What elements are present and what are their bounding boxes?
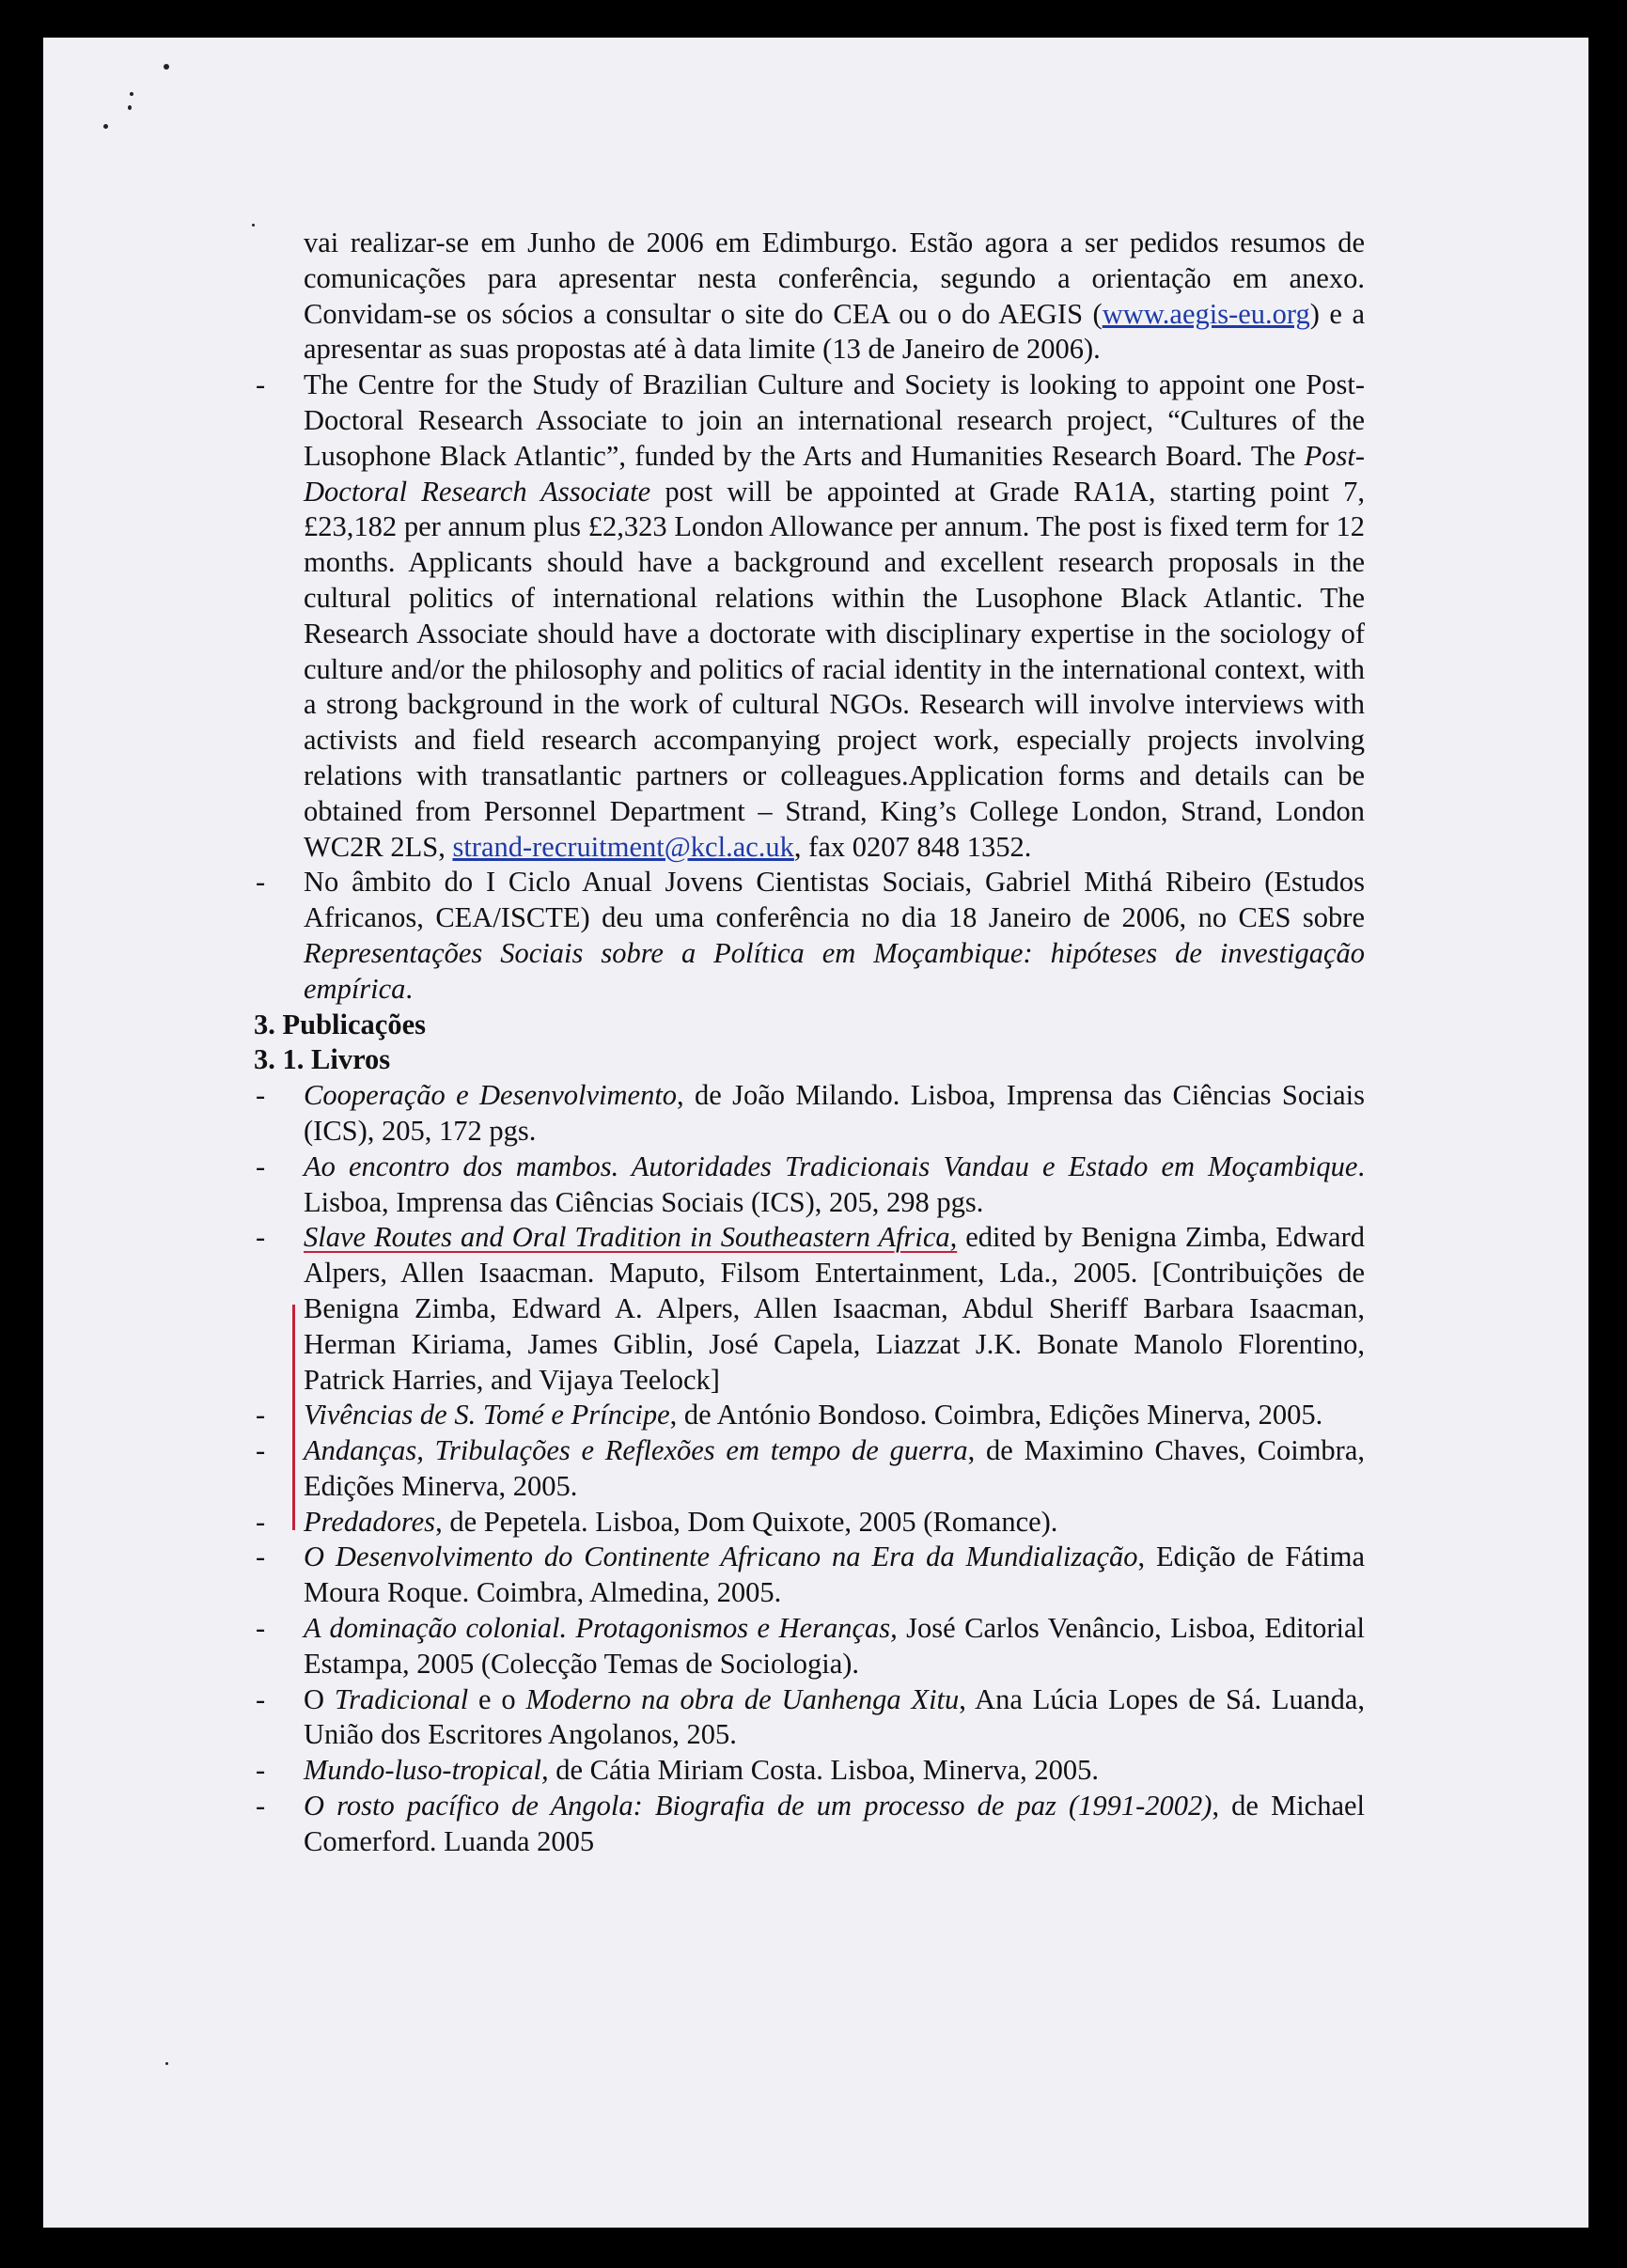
- book-details: , de João Milando. Lisboa, Imprensa das Ciências Sociais (ICS), 205, 172 pgs.: [304, 1079, 1365, 1147]
- book-item: [254, 1078, 1365, 1150]
- book-details: edited by Benigna Zimba, Edward Alpers, Allen Isaacman. Maputo, Filsom Entertainment, Lda., 2005. [Contribuições de Benigna Zimba, Edward A. Alpers, Allen Isaacman, Abdul Sheriff Barbara Isaacman, Herman Kiriama, James Giblin, José Capela, Liazzat J.K. Bonate Manolo Florentino, Patrick Harries, and Vijaya Teelock]: [304, 1221, 1365, 1396]
- book-details: e o: [468, 1682, 526, 1715]
- section-heading: 3. Publicações: [254, 1008, 426, 1040]
- recruitment-email-link[interactable]: strand-recruitment@kcl.ac.uk: [452, 830, 794, 863]
- news-italic: Post-Doctoral Research Associate: [304, 439, 1365, 508]
- book-details: , de Michael Comerford. Luanda 2005: [304, 1790, 1366, 1857]
- scan-speck: [164, 64, 169, 70]
- bullet-dash: -: [256, 1505, 266, 1538]
- intro-text-1: vai realizar-se em Junho de 2006 em Edimburgo. Estão agora a ser pedidos resumos de comunicações para apresentar nesta conferência, segundo a orientação em anexo. Convidam-se os sócios a consultar o site do CEA ou o do AEGIS (: [304, 227, 1365, 330]
- scan-speck: [103, 124, 108, 129]
- book-item: [254, 1540, 1365, 1611]
- book-details: , de António Bondoso. Coimbra, Edições Minerva, 2005.: [669, 1399, 1323, 1431]
- news-italic: Representações Sociais sobre a Política em Moçambique: hipóteses de investigação empírica: [304, 936, 1365, 1005]
- book-title: Cooperação e Desenvolvimento: [304, 1079, 678, 1112]
- bullet-dash: -: [256, 1434, 266, 1467]
- book-title: Mundo-luso-tropical,: [304, 1754, 549, 1787]
- book-details: , de Maximino Chaves, Coimbra, Edições Minerva, 2005.: [304, 1434, 1365, 1502]
- scan-speck: [128, 105, 132, 110]
- bullet-dash: -: [256, 1612, 266, 1645]
- subsection-heading: 3. 1. Livros: [254, 1043, 391, 1076]
- book-title: A dominação colonial. Protagonismos e Heranças,: [304, 1612, 898, 1645]
- book-item: [254, 1150, 1365, 1221]
- book-item: [254, 1505, 1365, 1541]
- bullet-dash: -: [256, 1221, 266, 1254]
- bullet-dash: -: [256, 368, 266, 401]
- news-text: post will be appointed at Grade RA1A, starting point 7, £23,182 per annum plus £2,323 London Allowance per annum. The post is fixed term for 12 months. Applicants should have a background and excellent research proposals in the cultural politics of international relations within the Lusophone Black Atlantic. The Research Associate should have a doctorate with disciplinary expertise in the sociology of culture and/or the philosophy and politics of racial identity in the international context, with a strong background in the work of cultural NGOs. Research will involve interviews with activists and field research accompanying project work, especially projects involving relations with transatlantic partners or colleagues.Application forms and details can be obtained from Personnel Department – Strand, King’s College London, Strand, London WC2R 2LS,: [304, 475, 1365, 863]
- book-details: de Cátia Miriam Costa. Lisboa, Minerva, 2005.: [548, 1754, 1099, 1787]
- bullet-dash: -: [256, 1399, 266, 1431]
- news-text: .: [405, 972, 414, 1005]
- book-title: Moderno na obra de Uanhenga Xitu: [525, 1682, 960, 1715]
- book-title: O Desenvolvimento do Continente Africano na Era da Mundialização: [304, 1541, 1138, 1573]
- news-item: [254, 368, 1365, 865]
- scan-speck: [130, 92, 133, 96]
- news-text: No âmbito do I Ciclo Anual Jovens Cientistas Sociais, Gabriel Mithá Ribeiro (Estudos Africanos, CEA/ISCTE) deu uma conferência no dia 18 Janeiro de 2006, no CES sobre: [304, 866, 1365, 934]
- bullet-dash: -: [256, 1079, 266, 1112]
- book-title: Predadores: [304, 1505, 436, 1538]
- book-details: , Edição de Fátima Moura Roque. Coimbra, Almedina, 2005.: [304, 1541, 1365, 1609]
- book-title: Tradicional: [334, 1682, 469, 1715]
- book-details: , Ana Lúcia Lopes de Sá. Luanda, União dos Escritores Angolanos, 205.: [304, 1682, 1365, 1751]
- book-title: Slave Routes and Oral Tradition in Southeastern Africa,: [304, 1221, 958, 1254]
- bullet-dash: -: [256, 1150, 266, 1182]
- bullet-dash: -: [256, 1754, 266, 1787]
- aegis-link[interactable]: www.aegis-eu.org: [1102, 297, 1310, 330]
- book-details: , de Pepetela. Lisboa, Dom Quixote, 2005 (Romance).: [435, 1505, 1058, 1538]
- book-title: Ao encontro dos mambos. Autoridades Tradicionais Vandau e Estado em Moçambique: [304, 1150, 1358, 1182]
- news-item: [254, 865, 1365, 1007]
- book-item: [254, 1611, 1365, 1682]
- conference-paragraph: [254, 226, 1365, 368]
- book-details: O: [304, 1682, 335, 1715]
- scan-speck: [165, 2062, 168, 2065]
- book-item: [254, 1789, 1365, 1860]
- book-item: [254, 1433, 1365, 1505]
- bullet-dash: -: [256, 866, 266, 899]
- news-text: , fax 0207 848 1352.: [793, 830, 1032, 863]
- bullet-dash: -: [256, 1682, 266, 1715]
- intro-text-2: ) e a apresentar as suas propostas até à data limite (13 de Janeiro de 2006).: [304, 297, 1365, 366]
- book-details: José Carlos Venâncio, Lisboa, Editorial Estampa, 2005 (Colecção Temas de Sociologia).: [304, 1612, 1365, 1680]
- news-text: The Centre for the Study of Brazilian Culture and Society is looking to appoint one Post-Doctoral Research Associate to join an international research project, “Cultures of the Lusophone Black Atlantic”, funded by the Arts and Humanities Research Board. The: [304, 368, 1365, 472]
- document-body: [254, 226, 1365, 1860]
- book-title: O rosto pacífico de Angola: Biografia de um processo de paz (1991-2002): [304, 1790, 1212, 1822]
- bullet-dash: -: [256, 1790, 266, 1822]
- book-item: [254, 1682, 1365, 1754]
- book-item: [254, 1398, 1365, 1433]
- book-title: Vivências de S. Tomé e Príncipe: [304, 1399, 670, 1431]
- book-title: Andanças, Tribulações e Reflexões em tempo de guerra: [304, 1434, 968, 1467]
- book-item: [254, 1753, 1365, 1789]
- book-item-annotated: [254, 1220, 1365, 1398]
- bullet-dash: -: [256, 1541, 266, 1573]
- book-details: . Lisboa, Imprensa das Ciências Sociais (ICS), 205, 298 pgs.: [304, 1150, 1365, 1218]
